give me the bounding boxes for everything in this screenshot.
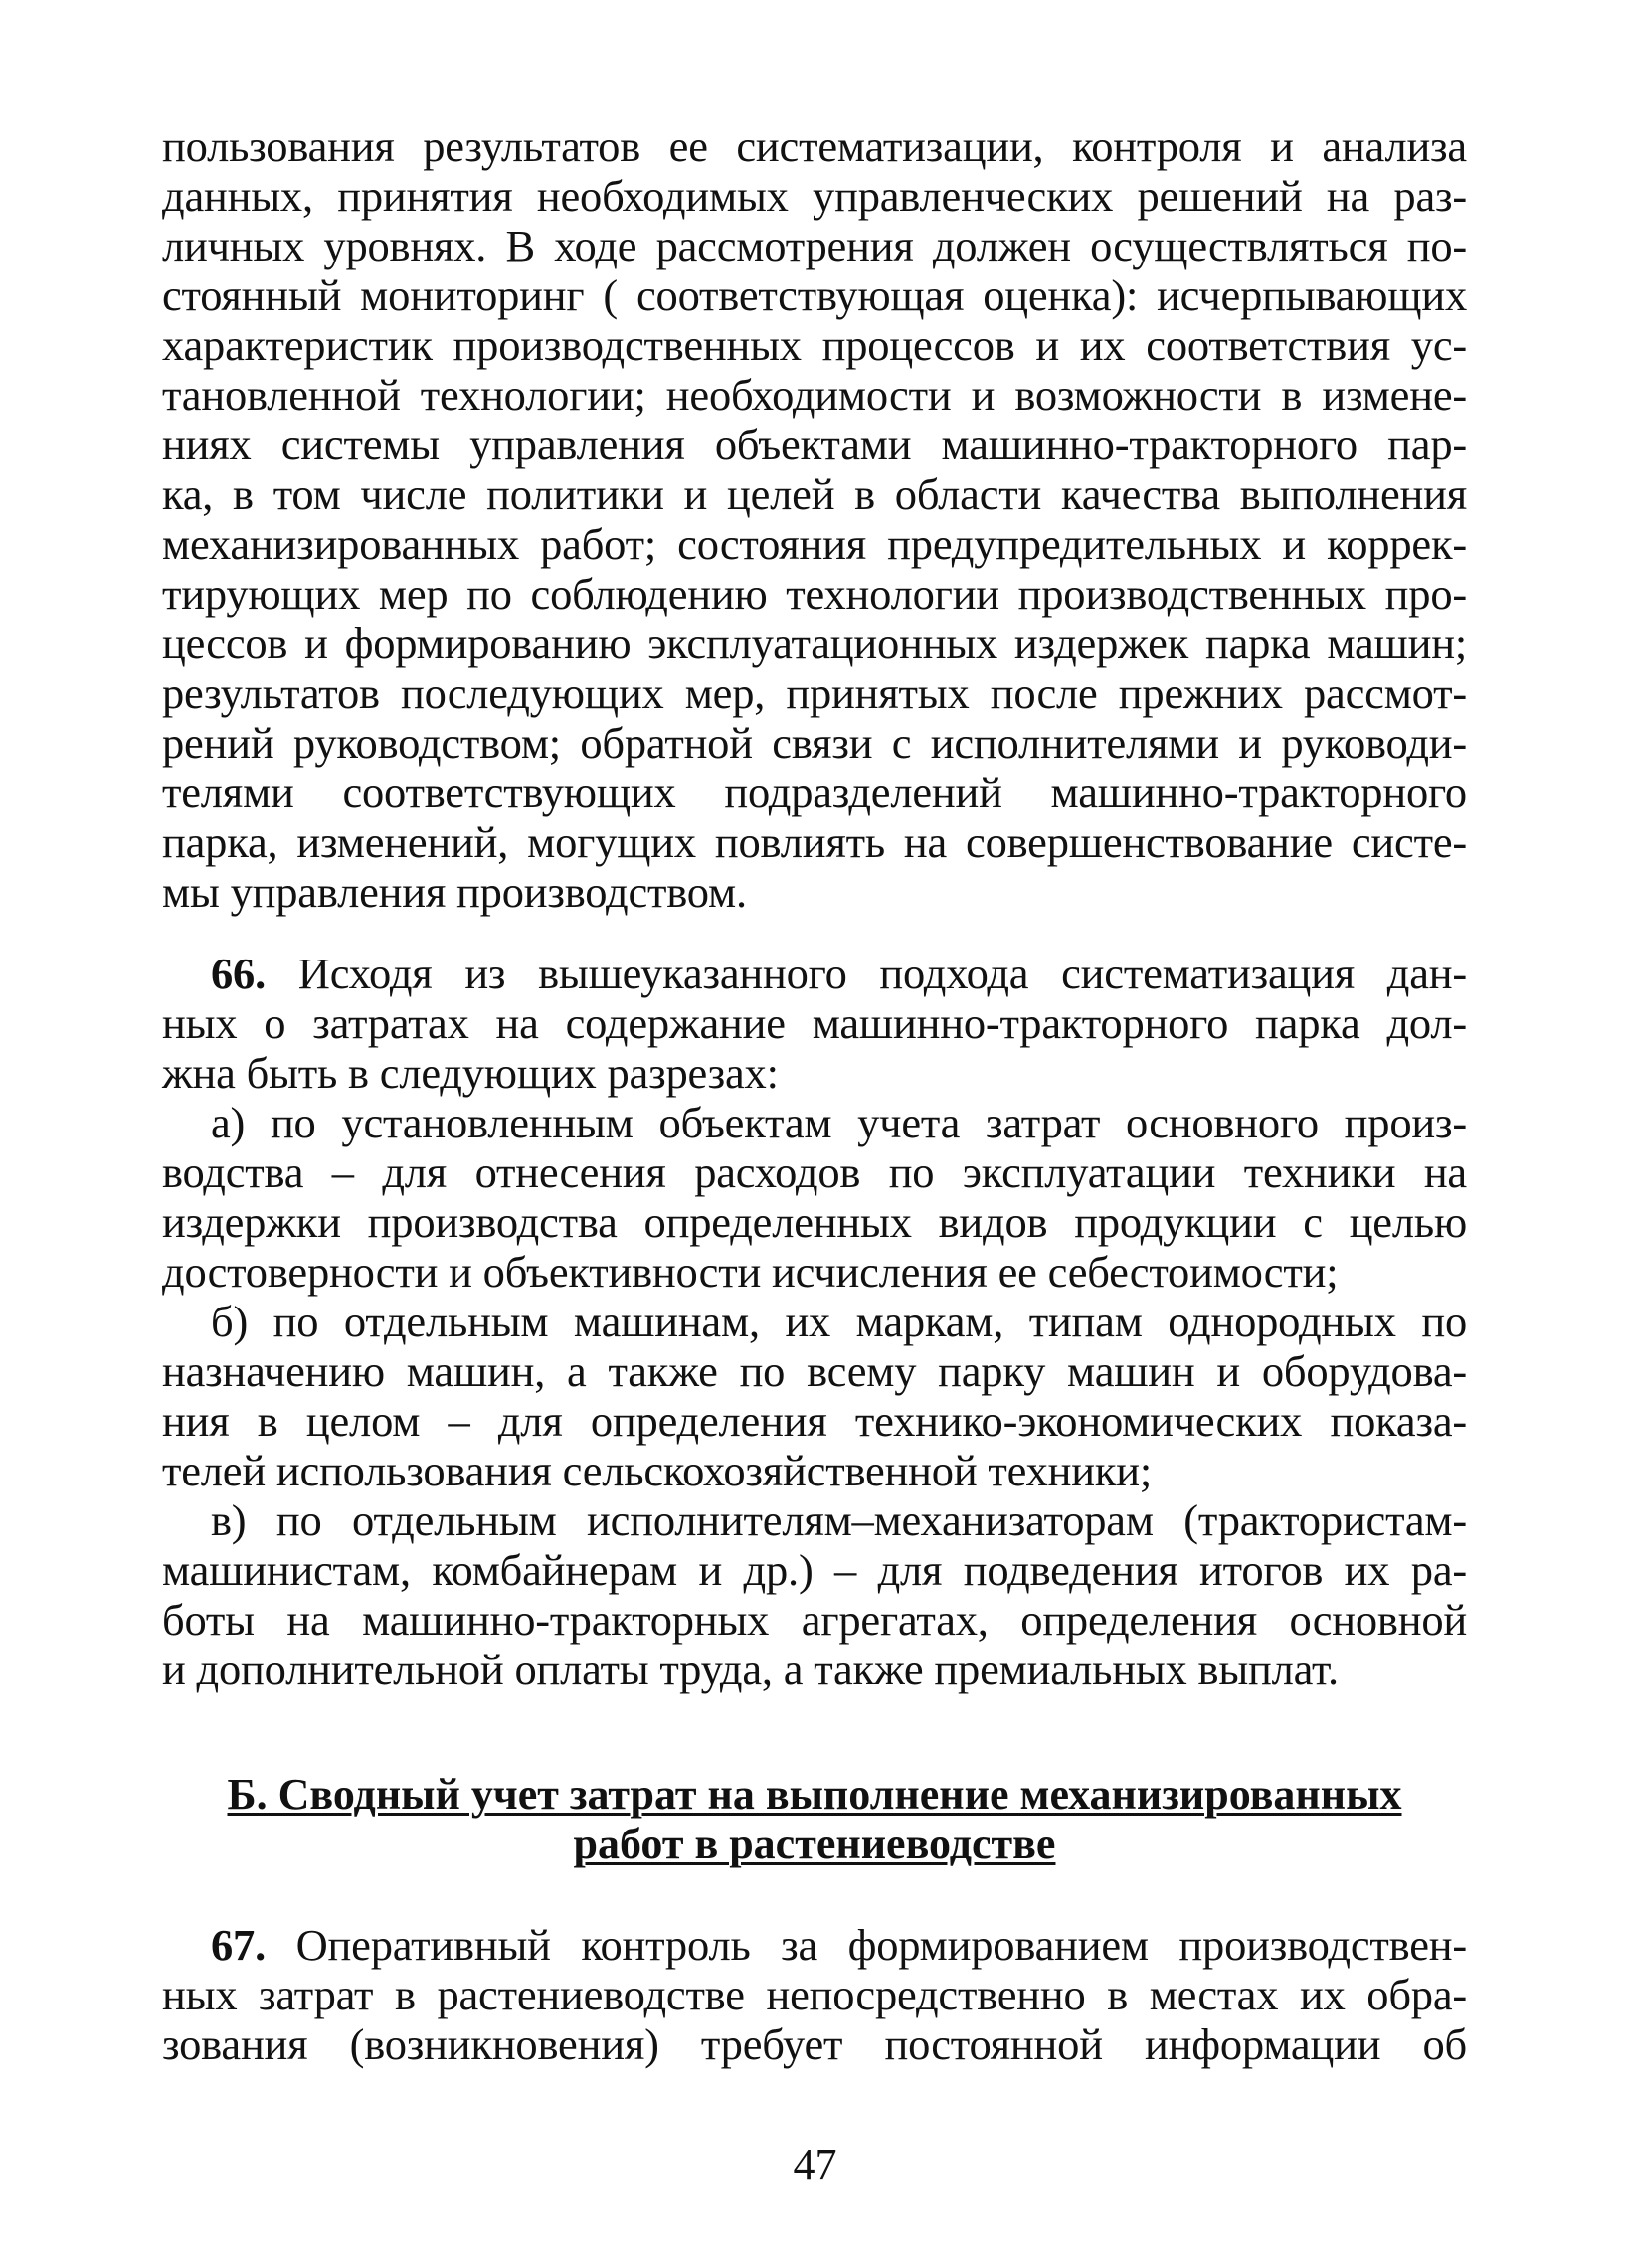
section-heading-line: работ в растениеводстве bbox=[573, 1820, 1056, 1868]
text-line: мы управления производством. bbox=[162, 867, 747, 917]
text-line: жна быть в следующих разрезах: bbox=[162, 1048, 779, 1098]
section-heading bbox=[162, 1770, 1467, 1869]
text-line: зования (возникновения) требует постоянной информации об bbox=[162, 2019, 1467, 2069]
section-heading-line: Б. Сводный учет затрат на выполнение механизированных bbox=[227, 1770, 1402, 1819]
text-fragment: Исходя из вышеуказанного подхода систематизация дан- bbox=[266, 949, 1467, 998]
text-line: ных затрат в растениеводстве непосредственно в местах их обра- bbox=[162, 1970, 1467, 2019]
text-fragment: Оперативный контроль за формированием производствен- bbox=[266, 1920, 1467, 1970]
list-item-b-line: б) по отдельным машинам, их маркам, типам однородных по bbox=[211, 1297, 1467, 1346]
text-line: стоянный мониторинг ( соответствующая оценка): исчерпывающих bbox=[162, 270, 1467, 320]
list-item-b-line: телей использования сельскохозяйственной техники; bbox=[162, 1446, 1153, 1495]
list-item-v-line: и дополнительной оплаты труда, а также премиальных выплат. bbox=[162, 1645, 1339, 1694]
paragraph-67 bbox=[162, 1920, 1467, 2069]
text-line: телями соответствующих подразделений машинно-тракторного bbox=[162, 768, 1467, 817]
list-item-b-line: назначению машин, а также по всему парку машин и оборудова- bbox=[162, 1346, 1467, 1396]
paragraph-64-continuation bbox=[162, 121, 1467, 917]
text-line: личных уровнях. В ходе рассмотрения должен осуществляться по- bbox=[162, 221, 1467, 270]
text-line: ниях системы управления объектами машинно-тракторного пар- bbox=[162, 420, 1467, 469]
text-line: ных о затратах на содержание машинно-тракторного парка дол- bbox=[162, 998, 1467, 1048]
text-line: тирующих мер по соблюдению технологии производственных про- bbox=[162, 569, 1467, 618]
text-line: цессов и формированию эксплуатационных издержек парка машин; bbox=[162, 618, 1467, 668]
text-line bbox=[162, 949, 1467, 998]
paragraph-number: 66. bbox=[211, 949, 267, 998]
text-line: механизированных работ; состояния предупредительных и коррек- bbox=[162, 519, 1467, 569]
paragraph-number: 67. bbox=[211, 1920, 267, 1970]
list-item-v-line: в) по отдельным исполнителям–механизаторам (трактористам- bbox=[211, 1495, 1467, 1545]
text-line: результатов последующих мер, принятых после прежних рассмот- bbox=[162, 668, 1467, 718]
text-line: тановленной технологии; необходимости и возможности в измене- bbox=[162, 370, 1467, 420]
list-item-v-line: машинистам, комбайнерам и др.) – для подведения итогов их ра- bbox=[162, 1545, 1467, 1595]
paragraph-66 bbox=[162, 949, 1467, 1694]
list-item-a-line: достоверности и объективности исчисления ее себестоимости; bbox=[162, 1247, 1339, 1297]
list-item-a-line: водства – для отнесения расходов по эксплуатации техники на bbox=[162, 1147, 1467, 1197]
text-line bbox=[162, 1920, 1467, 1970]
text-line: пользования результатов ее систематизации, контроля и анализа bbox=[162, 121, 1467, 171]
text-line: парка, изменений, могущих повлиять на совершенствование систе- bbox=[162, 817, 1467, 867]
text-line: данных, принятия необходимых управленческих решений на раз- bbox=[162, 171, 1467, 221]
list-item-a-line: издержки производства определенных видов продукции с целью bbox=[162, 1197, 1467, 1247]
text-line: ка, в том числе политики и целей в области качества выполнения bbox=[162, 469, 1467, 519]
list-item-b-line: ния в целом – для определения технико-экономических показа- bbox=[162, 1396, 1467, 1446]
list-item-a-line: а) по установленным объектам учета затрат основного произ- bbox=[211, 1098, 1467, 1147]
text-line: характеристик производственных процессов и их соответствия ус- bbox=[162, 320, 1467, 370]
text-line: рений руководством; обратной связи с исполнителями и руководи- bbox=[162, 718, 1467, 768]
page-number: 47 bbox=[793, 2140, 837, 2188]
list-item-v-line: боты на машинно-тракторных агрегатах, определения основной bbox=[162, 1595, 1467, 1645]
